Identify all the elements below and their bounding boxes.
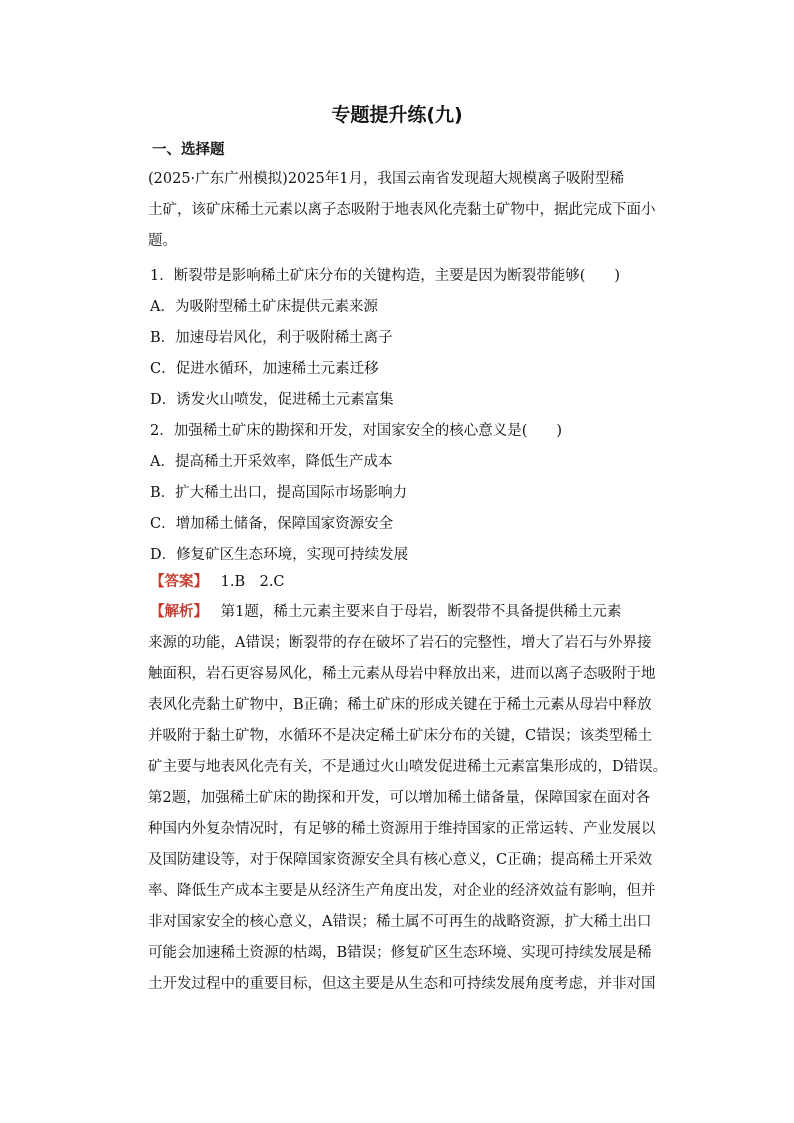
analysis-first-line — [148, 597, 676, 628]
question-2-option-c: C．增加稀土储备，保障国家资源安全 — [150, 516, 394, 532]
analysis-line: 种国内外复杂情况时，有足够的稀土资源用于维持国家的正常运转、产业发展以 — [148, 821, 656, 837]
question-2-option-a: A．提高稀土开采效率，降低生产成本 — [150, 454, 393, 470]
analysis-line: 率、降低生产成本主要是从经济生产角度出发，对企业的经济效益有影响，但并 — [148, 883, 656, 899]
question-1-option-b: B．加速母岩风化，利于吸附稀土离子 — [150, 330, 393, 346]
analysis-line: 矿主要与地表风化壳有关，不是通过火山喷发促进稀土元素富集形成的，D错误。 — [148, 759, 668, 775]
analysis-line: 触面积，岩石更容易风化，稀土元素从母岩中释放出来，进而以离子态吸附于地 — [148, 666, 656, 682]
analysis-line: 及国防建设等，对于保障国家资源安全具有核心意义，C正确；提高稀土开采效 — [148, 852, 653, 868]
intro-line: 题。 — [148, 233, 177, 249]
question-1-option-a: A．为吸附型稀土矿床提供元素来源 — [150, 299, 378, 315]
intro-line: 土矿，该矿床稀土元素以离子态吸附于地表风化壳黏土矿物中，据此完成下面小 — [148, 202, 656, 218]
analysis-text: 第1题，稀土元素主要来自于母岩，断裂带不具备提供稀土元素 — [220, 604, 622, 620]
answer-tag: 【答案】 — [150, 574, 208, 590]
question-2-option-b: B．扩大稀土出口，提高国际市场影响力 — [150, 485, 408, 501]
analysis-line: 表风化壳黏土矿物中，B正确；稀土矿床的形成关键在于稀土元素从母岩中释放 — [148, 697, 652, 713]
section-heading: 一、选择题 — [152, 142, 225, 158]
answer-text: 1.B 2.C — [220, 574, 285, 590]
intro-paragraph — [148, 164, 676, 257]
question-1-option-c: C．促进水循环，加速稀土元素迁移 — [150, 361, 379, 377]
question-2-option-d: D．修复矿区生态环境，实现可持续发展 — [150, 547, 409, 563]
page-title: 专题提升练(九) — [331, 104, 463, 126]
analysis-line: 并吸附于黏土矿物，水循环不是决定稀土矿床分布的关键，C错误；该类型稀土 — [148, 728, 653, 744]
intro-line: (2025·广东广州模拟)2025年1月，我国云南省发现超大规模离子吸附型稀 — [148, 171, 624, 187]
analysis-line: 非对国家安全的核心意义，A错误；稀土属不可再生的战略资源，扩大稀土出口 — [148, 914, 652, 930]
analysis-line: 来源的功能，A错误；断裂带的存在破坏了岩石的完整性，增大了岩石与外界接 — [148, 635, 652, 651]
analysis-line: 可能会加速稀土资源的枯竭，B错误；修复矿区生态环境、实现可持续发展是稀 — [148, 945, 652, 961]
question-1-option-d: D．诱发火山喷发，促进稀土元素富集 — [150, 392, 394, 408]
question-2-stem: 2．加强稀土矿床的勘探和开发，对国家安全的核心意义是( ) — [150, 423, 563, 439]
analysis-line: 第2题，加强稀土矿床的勘探和开发，可以增加稀土储备量，保障国家在面对各 — [148, 790, 651, 806]
analysis-tag: 【解析】 — [150, 604, 208, 620]
answer-line — [150, 570, 285, 591]
question-1-stem: 1．断裂带是影响稀土矿床分布的关键构造，主要是因为断裂带能够( ) — [150, 268, 621, 284]
analysis-line: 土开发过程中的重要目标，但这主要是从生态和可持续发展角度考虑，并非对国 — [148, 976, 656, 992]
analysis-block — [148, 597, 676, 1000]
